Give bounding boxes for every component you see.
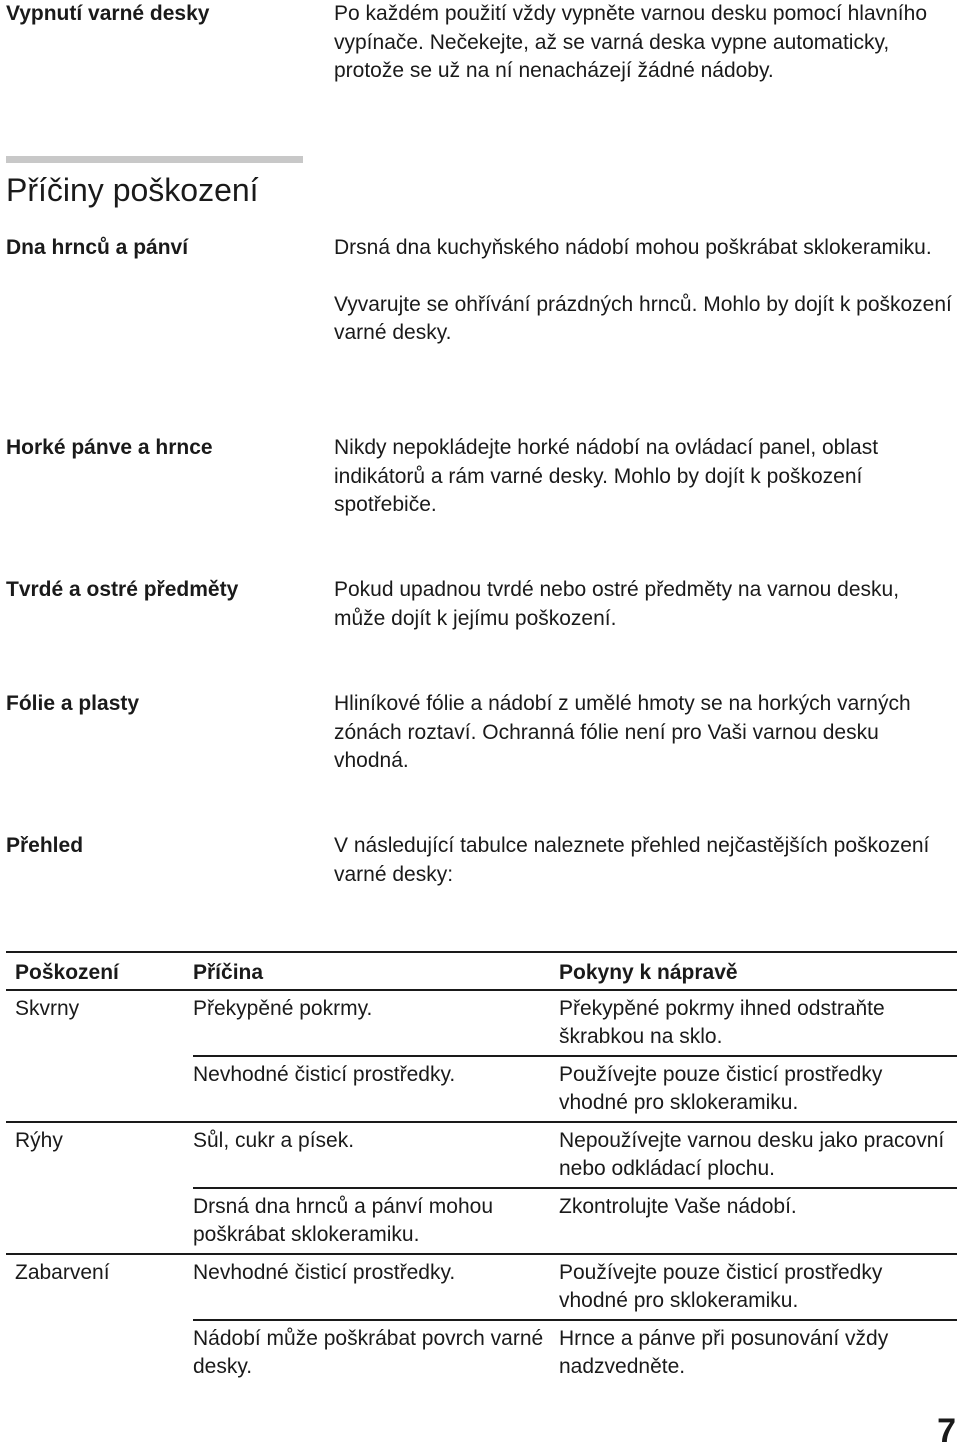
remedy-cell: Používejte pouze čisticí prostředky vhodné pro sklokeramiku. (559, 1056, 957, 1122)
cause-cell: Nevhodné čisticí prostředky. (193, 1056, 559, 1122)
cause-cell: Nádobí může poškrábat povrch varné desky. (193, 1320, 559, 1385)
table-row (6, 1254, 957, 1320)
cause-cell: Sůl, cukr a písek. (193, 1122, 559, 1188)
remedy-cell: Hrnce a pánve při posunování vždy nadzvedněte. (559, 1320, 957, 1385)
remedy-cell: Používejte pouze čisticí prostředky vhodné pro sklokeramiku. (559, 1254, 957, 1320)
cause-cell: Překypěné pokrmy. (193, 990, 559, 1056)
paragraph: Nikdy nepokládejte horké nádobí na ovládací panel, oblast indikátorů a rám varné desky. Mohlo by dojít k poškození spotřebiče. (334, 436, 879, 516)
paragraph: Pokud upadnou tvrdé nebo ostré předměty na varnou desku, může dojít k jejímu poškození. (334, 578, 900, 630)
damage-cell: Rýhy (6, 1122, 193, 1188)
table-row (6, 1188, 957, 1254)
cause-cell: Nevhodné čisticí prostředky. (193, 1254, 559, 1320)
section-label: Přehled (6, 834, 84, 857)
remedy-cell: Překypěné pokrmy ihned odstraňte škrabkou na sklo. (559, 990, 957, 1056)
section-text (334, 832, 956, 917)
section-rule (6, 156, 303, 163)
remedy-cell: Zkontrolujte Vaše nádobí. (559, 1188, 957, 1254)
header-remedy: Pokyny k nápravě (559, 961, 738, 984)
cause-cell: Drsná dna hrnců a pánví mohou poškrábat sklokeramiku. (193, 1188, 559, 1254)
table-row (6, 1056, 957, 1122)
section-label: Tvrdé a ostré předměty (6, 578, 239, 601)
paragraph: Hliníkové fólie a nádobí z umělé hmoty se na horkých varných zónách roztaví. Ochranná fólie není pro Vaši varnou desku vhodná. (334, 692, 911, 772)
damage-cell (6, 1320, 193, 1385)
section-label: Dna hrnců a pánví (6, 236, 189, 259)
intro-label: Vypnutí varné desky (6, 2, 210, 25)
intro-text: Po každém použití vždy vypněte varnou desku pomocí hlavního vypínače. Nečekejte, až se varná deska vypne automaticky, protože se už na ní nenacházejí žádné nádoby. (334, 2, 928, 82)
table-row (6, 1320, 957, 1385)
section-text (334, 690, 956, 804)
section-label: Fólie a plasty (6, 692, 140, 715)
section-text (334, 234, 956, 376)
paragraph: Drsná dna kuchyňského nádobí mohou poškrábat sklokeramiku. (334, 236, 932, 259)
header-damage: Poškození (15, 961, 119, 984)
table-header-row (6, 952, 957, 990)
paragraph: Vyvarujte se ohřívání prázdných hrnců. Mohlo by dojít k poškození varné desky. (334, 292, 952, 344)
page-number: 7 (937, 1412, 956, 1450)
table-row (6, 990, 957, 1056)
damage-cell (6, 1056, 193, 1122)
damage-cell: Zabarvení (6, 1254, 193, 1320)
section-label: Horké pánve a hrnce (6, 436, 213, 459)
damage-table (6, 951, 957, 1385)
table-row (6, 1122, 957, 1188)
section-text (334, 434, 956, 548)
section-text (334, 576, 956, 661)
header-cause: Příčina (193, 961, 264, 984)
paragraph: V následující tabulce naleznete přehled nejčastějších poškození varné desky: (334, 834, 930, 886)
remedy-cell: Nepoužívejte varnou desku jako pracovní nebo odkládací plochu. (559, 1122, 957, 1188)
damage-cell: Skvrny (6, 990, 193, 1056)
damage-cell (6, 1188, 193, 1254)
section-heading: Příčiny poškození (6, 172, 259, 208)
